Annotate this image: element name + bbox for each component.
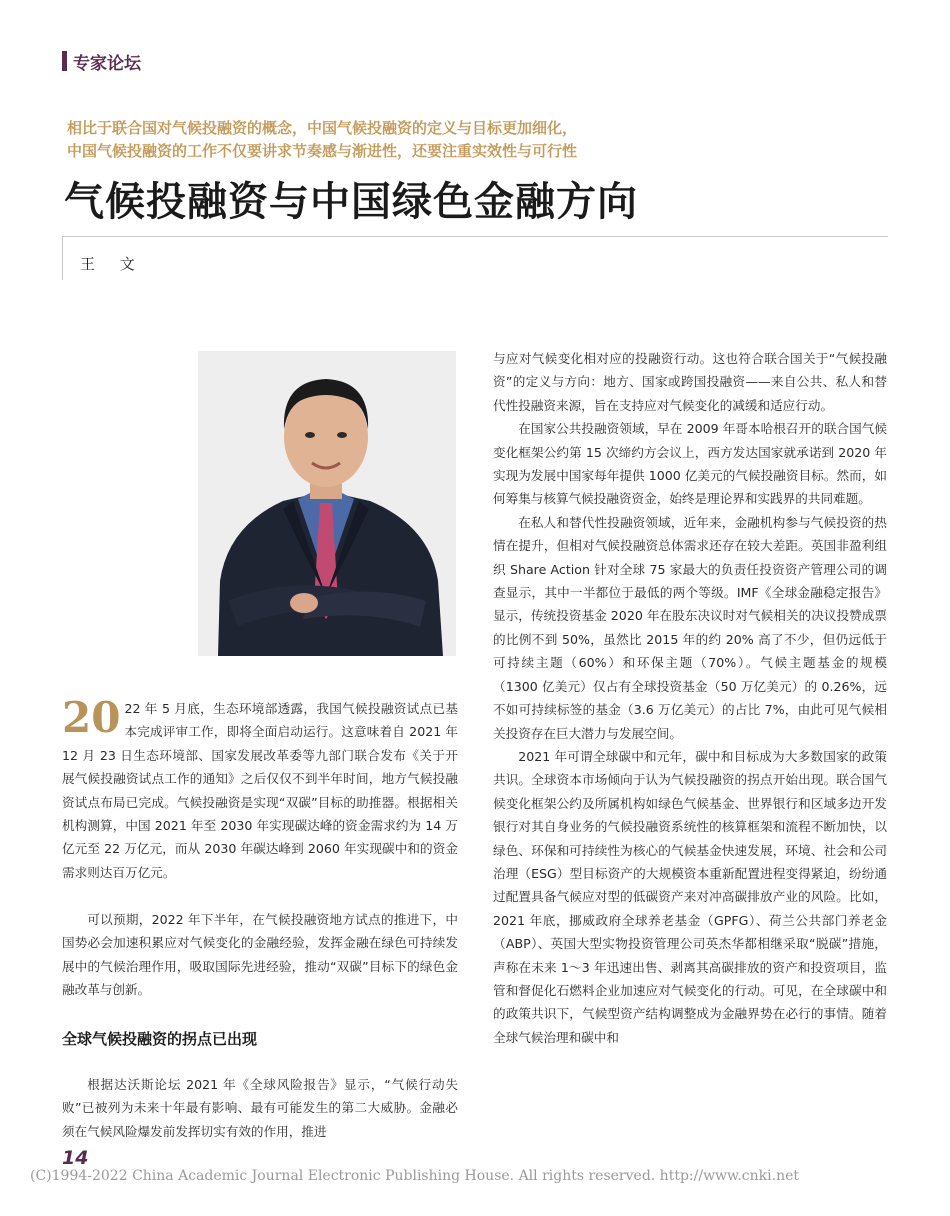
author-portrait-image — [198, 351, 456, 656]
right-column — [493, 347, 887, 1049]
intro-paragraph-text: 22 年 5 月底，生态环境部透露，我国气候投融资试点已基本完成评审工作，即将全面启动运行。这意味着自 2021 年 12 月 23 日生态环境部、国家发展改革委等九部门联合发布《关于开展气候投融资试点工作的通知》之后仅仅不到半年时间，地方气候投融资试点布局已完成。气候投融资是实现“双碳”目标的助推器。根据相关机构测算，中国 2021 年至 2030 年实现碳达峰的资金需求约为 14 万亿元至 22 万亿元，而从 2030 年碳达峰到 2060 年实现碳中和的资金需求则达百万亿元。 — [62, 701, 458, 880]
article-subtitle — [67, 117, 867, 163]
drop-cap: 20 — [62, 693, 121, 742]
body-paragraph — [62, 908, 458, 1002]
column-tag — [62, 50, 141, 72]
section-heading: 全球气候投融资的拐点已出现 — [62, 1030, 258, 1048]
body-paragraph-text: 根据达沃斯论坛 2021 年《全球风险报告》显示，“气候行动失败”已被列为未来十年最有影响、最有可能发生的第二大威胁。金融必须在气候风险爆发前发挥切实有效的作用，推进 — [62, 1077, 458, 1139]
intro-paragraph — [62, 693, 458, 884]
page-number: 14 — [62, 1147, 89, 1169]
copyright-footer: (C)1994-2022 China Academic Journal Electronic Publishing House. All rights reserved. http://www.cnki.net — [30, 1168, 800, 1184]
body-paragraph-text: 在私人和替代性投融资领域，近年来，金融机构参与气候投资的热情在提升，但相对气候投融资总体需求还存在较大差距。英国非盈利组织 Share Action 针对全球 75 家最大的负责任投资资产管理公司的调查显示，其中一半都位于最低的两个等级。IMF《全球金融稳定报告》显示，传统投资基金 2020 年在股东决议时对气候相关的决议投赞成票的比例不到 50%，虽然比 2015 年的约 20% 高了不少，但仍远低于可持续主题（60%）和环保主题（70%）。气候主题基金的规模（1300 亿美元）仅占有全球投资基金（50 万亿美元）的 0.26%，远不如可持续标签的基金（3.6 万亿美元）的占比 7%，由此可见气候相关投资存在巨大潜力与发展空间。 — [493, 514, 887, 741]
subtitle-line: 相比于联合国对气候投融资的概念，中国气候投融资的定义与目标更加细化， — [67, 119, 578, 137]
column-tag-bar — [62, 51, 67, 71]
column-tag-label: 专家论坛 — [73, 53, 141, 74]
article-title: 气候投融资与中国绿色金融方向 — [64, 179, 638, 225]
author-photo — [198, 351, 456, 656]
body-paragraph-text: 2021 年可谓全球碳中和元年，碳中和目标成为大多数国家的政策共识。全球资本市场倾向于认为气候投融资的拐点开始出现。联合国气候变化框架公约及所属机构如绿色气候基金、世界银行和区域多边开发银行对其自身业务的气候投融资系统性的核算框架和流程不断加快，以绿色、环保和可持续性为核心的气候基金快速发展，环境、社会和公司治理（ESG）型目标资产的大规模资本重新配置进程变得紧迫，纷纷通过配置具备气候应对型的低碳资产来对冲高碳排放产业的风险。比如，2021 年底，挪威政府全球养老基金（GPFG）、荷兰公共部门养老金（ABP）、英国大型实物投资管理公司英杰华都相继采取“脱碳”措施，声称在未来 1～3 年迅速出售、剥离其高碳排放的资产和投资项目，监管和督促化石燃料企业加速应对气候变化的行动。可见，在全球碳中和的政策共识下，气候型资产结构调整成为金融界势在必行的事情。随着全球气候治理和碳中和 — [493, 748, 887, 1045]
body-paragraph — [62, 1073, 458, 1143]
body-paragraph-text: 与应对气候变化相对应的投融资行动。这也符合联合国关于“气候投融资”的定义与方向：地方、国家或跨国投融资——来自公共、私人和替代性投融资来源，旨在支持应对气候变化的减缓和适应行动。 — [493, 351, 887, 413]
body-paragraph-text: 在国家公共投融资领域，早在 2009 年哥本哈根召开的联合国气候变化框架公约第 15 次缔约方会议上，西方发达国家就承诺到 2020 年实现为发展中国家每年提供 1000 亿美元的气候投融资目标。然而，如何筹集与核算气候投融资资金，始终是理论界和实践界的共同难题。 — [493, 421, 887, 507]
author-divider — [62, 236, 63, 280]
subtitle-line: 中国气候投融资的工作不仅要讲求节奏感与渐进性，还要注重实效性与可行性 — [67, 142, 578, 160]
author-name: 王 文 — [80, 255, 145, 273]
title-divider — [62, 236, 888, 237]
body-paragraph-text: 可以预期，2022 年下半年，在气候投融资地方试点的推进下，中国势必会加速积累应对气候变化的金融经验，发挥金融在绿色可持续发展中的气候治理作用，吸取国际先进经验，推动“双碳”目标下的绿色金融改革与创新。 — [62, 912, 458, 998]
